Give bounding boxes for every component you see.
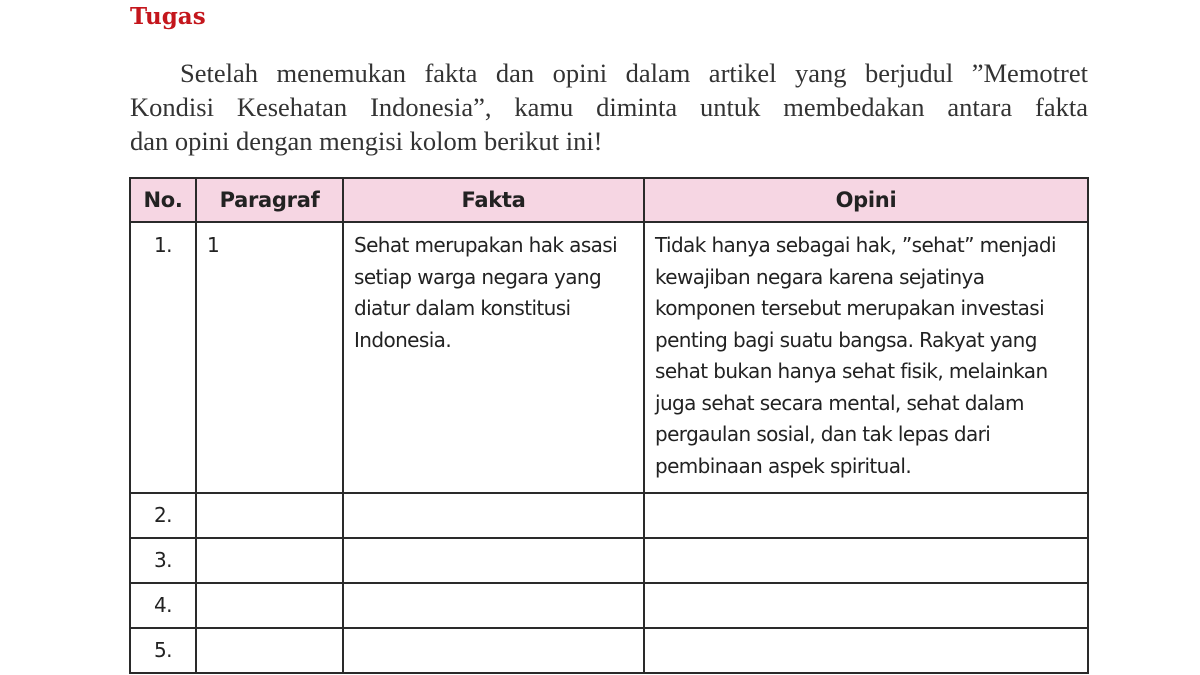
cell-paragraf[interactable] — [196, 628, 343, 673]
table-row — [130, 222, 1088, 493]
table-header-row — [130, 178, 1088, 222]
opini-line: pergaulan sosial, dan tak lepas dari — [655, 422, 991, 446]
cell-no: 1. — [130, 222, 196, 493]
table-row — [130, 538, 1088, 583]
cell-paragraf[interactable] — [196, 493, 343, 538]
intro-line: dan opini dengan mengisi kolom berikut ini! — [130, 126, 603, 156]
opini-line: sehat bukan hanya sehat fisik, melainkan — [655, 359, 1048, 383]
header-opini: Opini — [644, 178, 1088, 222]
cell-fakta — [343, 222, 644, 493]
opini-line: penting bagi suatu bangsa. Rakyat yang — [655, 327, 1037, 352]
cell-no: 3. — [130, 538, 196, 583]
fact-opinion-table — [129, 177, 1089, 674]
opini-line: Tidak hanya sebagai hak, ”sehat” menjadi — [655, 233, 1056, 257]
cell-paragraf[interactable] — [196, 583, 343, 628]
intro-paragraph — [130, 56, 1088, 158]
cell-paragraf: 1 — [196, 222, 343, 493]
cell-opini[interactable] — [644, 538, 1088, 583]
cell-fakta[interactable] — [343, 628, 644, 673]
fakta-line: Indonesia. — [354, 327, 452, 352]
cell-opini — [644, 222, 1088, 493]
cell-opini[interactable] — [644, 493, 1088, 538]
table-row — [130, 493, 1088, 538]
cell-fakta[interactable] — [343, 493, 644, 538]
cell-opini[interactable] — [644, 628, 1088, 673]
cell-opini[interactable] — [644, 583, 1088, 628]
cell-no: 4. — [130, 583, 196, 628]
fakta-line: setiap warga negara yang — [354, 264, 602, 289]
intro-line: Kondisi Kesehatan Indonesia”, kamu diminta untuk membedakan antara fakta — [130, 92, 1088, 122]
table-row — [130, 628, 1088, 673]
header-fakta: Fakta — [343, 178, 644, 222]
cell-fakta[interactable] — [343, 583, 644, 628]
intro-line: Setelah menemukan fakta dan opini dalam artikel yang berjudul ”Memotret — [180, 58, 1088, 88]
cell-no: 5. — [130, 628, 196, 673]
opini-line: kewajiban negara karena sejatinya — [655, 264, 985, 289]
section-heading: Tugas — [130, 3, 206, 30]
opini-line: pembinaan aspek spiritual. — [655, 453, 912, 478]
fakta-line: diatur dalam konstitusi — [354, 296, 571, 320]
header-no: No. — [130, 178, 196, 222]
table-row — [130, 583, 1088, 628]
cell-no: 2. — [130, 493, 196, 538]
cell-paragraf[interactable] — [196, 538, 343, 583]
fakta-line: Sehat merupakan hak asasi — [354, 233, 618, 257]
opini-line: komponen tersebut merupakan investasi — [655, 296, 1045, 320]
opini-line: juga sehat secara mental, sehat dalam — [655, 390, 1024, 415]
cell-fakta[interactable] — [343, 538, 644, 583]
header-paragraf: Paragraf — [196, 178, 343, 222]
